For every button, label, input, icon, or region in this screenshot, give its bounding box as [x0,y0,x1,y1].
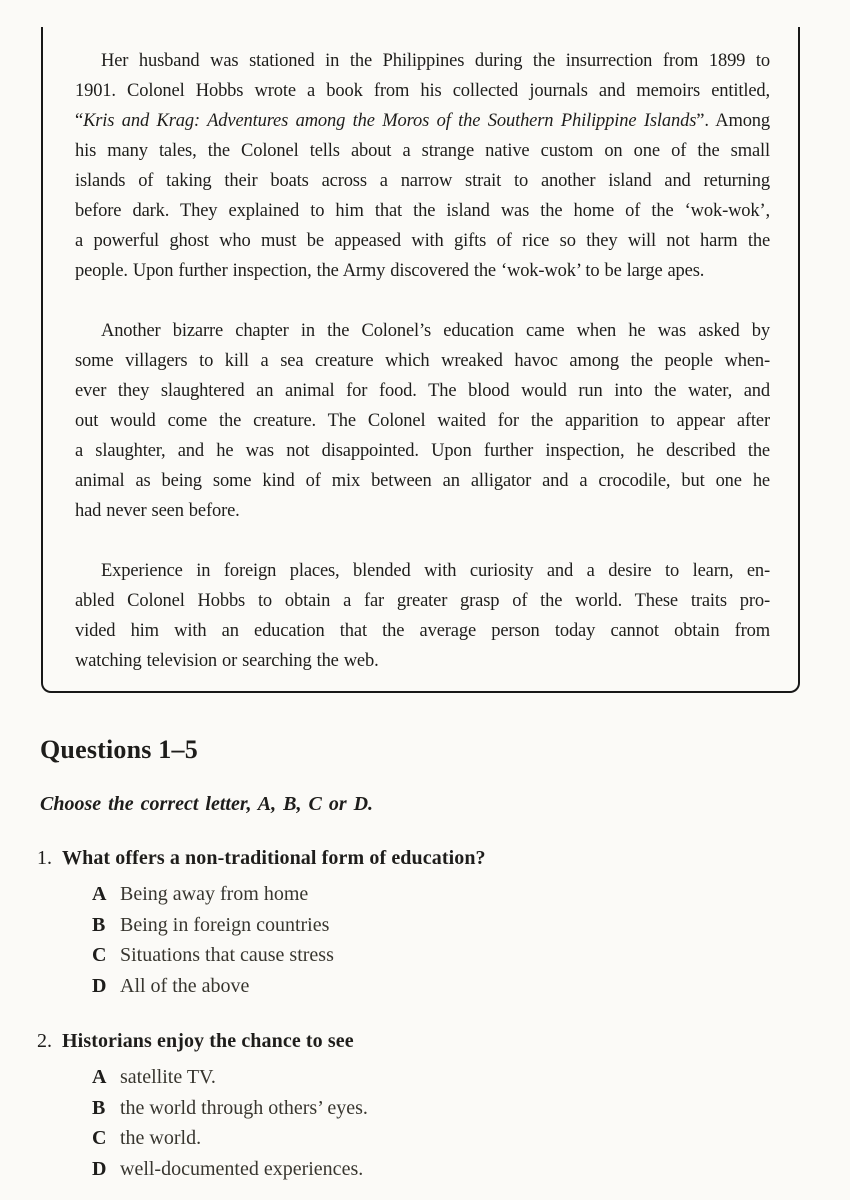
option-row [37,1154,797,1185]
passage-line [75,436,770,466]
question-text: Historians enjoy the chance to see [62,1030,354,1052]
passage-text: Another bizarre chapter in the Colonel’s education came when he was asked by [101,321,770,341]
passage-line [75,406,770,436]
option-letter: A [92,1066,107,1088]
option-text: satellite TV. [120,1066,216,1088]
passage-text: abled Colonel Hobbs to obtain a far greater grasp of the world. These traits pro- [75,591,770,611]
passage-line [75,646,770,676]
question-item [37,843,797,1001]
passage-line [75,586,770,616]
passage-text: his many tales, the Colonel tells about a strange native custom on one of the small [75,141,770,161]
passage-text: some villagers to kill a sea creature which wreaked havoc among the people when- [75,351,770,371]
option-text: well-documented experiences. [120,1157,364,1180]
option-text: the world. [120,1127,202,1149]
option-row [37,1093,797,1124]
passage-text: people. Upon further inspection, the Army discovered the ‘wok-wok’ to be large apes. [75,261,705,281]
option-text: the world through others’ eyes. [120,1096,368,1119]
option-text: Being away from home [120,883,309,905]
question-line [37,843,797,873]
passage-line [75,226,770,256]
option-row [37,1123,797,1154]
option-text: Being in foreign countries [120,913,330,936]
option-row [37,971,797,1002]
passage-line [75,136,770,166]
option-letter: C [92,944,107,966]
question-text: What offers a non-traditional form of education? [62,847,486,869]
option-letter: B [92,1096,106,1119]
passage-text: vided him with an education that the average person today cannot obtain from [75,621,770,641]
passage-line [75,256,770,286]
passage-line [75,166,770,196]
passage-line [75,496,770,526]
passage-text: before dark. They explained to him that the island was the home of the ‘wok-wok’, [75,201,770,221]
passage-text: had never seen before. [75,501,240,521]
passage-paragraph [75,556,770,676]
option-row [37,879,797,910]
option-letter: D [92,1157,107,1180]
passage-text: out would come the creature. The Colonel waited for the apparition to appear after [75,411,770,431]
passage-text: animal as being some kind of mix between an alligator and a crocodile, but one he [75,471,770,491]
passage-text: ever they slaughtered an animal for food. The blood would run into the water, and [75,381,770,401]
passage-paragraph [75,46,770,286]
option-row [37,940,797,971]
option-letter: B [92,913,106,936]
passage-line [75,376,770,406]
question-number: 1. [37,847,52,869]
passage-text: ”. Among [696,111,770,131]
passage-line [75,106,770,136]
option-letter: C [92,1127,107,1149]
options-list [37,1062,797,1184]
passage-line [75,616,770,646]
option-row [37,1062,797,1093]
passage-line [75,196,770,226]
questions-heading: Questions 1–5 [40,735,198,764]
question-number: 2. [37,1030,52,1052]
passage-paragraph [75,316,770,526]
passage-line [75,76,770,106]
option-letter: D [92,974,107,997]
passage-line [75,46,770,76]
option-text: All of the above [120,974,250,997]
passage-text: Experience in foreign places, blended with curiosity and a desire to learn, en- [101,561,770,581]
passage-box [41,27,800,693]
passage-text: Her husband was stationed in the Philippines during the insurrection from 1899 to [101,51,770,71]
option-row [37,910,797,941]
passage-text: watching television or searching the web. [75,651,379,671]
passage-text: “ [75,111,84,131]
passage-line [75,556,770,586]
passage-line [75,316,770,346]
passage-text: islands of taking their boats across a narrow strait to another island and returning [75,171,770,191]
passage-line [75,466,770,496]
passage-text: a powerful ghost who must be appeased with gifts of rice so they will not harm the [75,231,770,251]
options-list [37,879,797,1001]
questions-instruction: Choose the correct letter, A, B, C or D. [40,793,374,815]
question-line [37,1026,797,1056]
question-item [37,1026,797,1184]
option-letter: A [92,883,107,905]
option-text: Situations that cause stress [120,944,334,966]
passage-line [75,346,770,376]
passage-text: 1901. Colonel Hobbs wrote a book from his collected journals and memoirs entitled, [75,81,770,101]
book-title-italic: Kris and Krag: Adventures among the Moros of the Southern Philippine Islands [83,111,697,131]
passage-text: a slaughter, and he was not disappointed. Upon further inspection, he described the [75,441,770,461]
